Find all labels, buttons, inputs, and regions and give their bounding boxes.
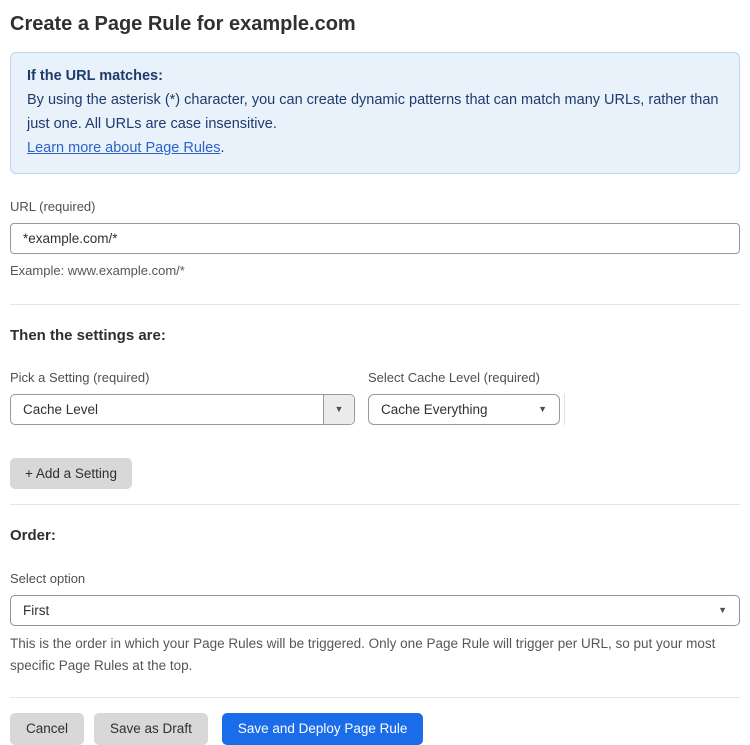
learn-more-page-rules-link[interactable]: Learn more about Page Rules bbox=[27, 140, 221, 156]
add-setting-button[interactable]: + Add a Setting bbox=[10, 458, 132, 489]
chevron-down-icon: ▼ bbox=[538, 404, 548, 414]
info-box-link-line bbox=[27, 136, 723, 160]
url-label: URL (required) bbox=[10, 199, 96, 214]
settings-row bbox=[10, 370, 740, 425]
cache-level-wrap bbox=[368, 386, 565, 425]
section-divider bbox=[10, 504, 740, 505]
chevron-down-icon: ▼ bbox=[718, 605, 727, 615]
page-title: Create a Page Rule for example.com bbox=[10, 13, 356, 35]
info-box bbox=[10, 52, 740, 174]
settings-heading: Then the settings are: bbox=[10, 327, 166, 344]
setting-picker-column bbox=[10, 370, 355, 425]
order-select-value: First bbox=[23, 603, 50, 618]
setting-picker-select[interactable] bbox=[10, 394, 355, 425]
url-input[interactable] bbox=[10, 223, 740, 254]
page-rule-form bbox=[0, 11, 750, 745]
order-select[interactable] bbox=[10, 595, 740, 626]
settings-column-divider bbox=[564, 394, 565, 425]
section-divider bbox=[10, 304, 740, 305]
order-helper-text: This is the order in which your Page Rules will be triggered. Only one Page Rule will trigger per URL, so put your most specific Page Rules at the top. bbox=[10, 636, 716, 673]
chevron-down-icon: ▼ bbox=[334, 404, 344, 414]
info-box-body: By using the asterisk (*) character, you can create dynamic patterns that can match many URLs, rather than just one. All URLs are case insensitive. bbox=[27, 92, 719, 132]
cancel-button[interactable]: Cancel bbox=[10, 713, 84, 745]
setting-picker-label: Pick a Setting (required) bbox=[10, 370, 150, 385]
url-helper-text: Example: www.example.com/* bbox=[10, 263, 185, 278]
cache-level-label: Select Cache Level (required) bbox=[368, 370, 540, 385]
save-as-draft-button[interactable]: Save as Draft bbox=[94, 713, 208, 745]
cache-level-select[interactable] bbox=[368, 394, 560, 425]
info-box-heading: If the URL matches: bbox=[27, 68, 163, 84]
footer-buttons bbox=[10, 713, 740, 745]
setting-picker-value: Cache Level bbox=[23, 402, 99, 417]
footer-divider bbox=[10, 697, 740, 698]
link-period: . bbox=[220, 140, 225, 156]
save-and-deploy-button[interactable]: Save and Deploy Page Rule bbox=[222, 713, 424, 745]
order-heading: Order: bbox=[10, 527, 56, 544]
setting-picker-arrow-cell bbox=[323, 395, 354, 424]
order-select-label: Select option bbox=[10, 571, 86, 586]
cache-level-column bbox=[368, 370, 565, 425]
cache-level-value: Cache Everything bbox=[381, 402, 488, 417]
